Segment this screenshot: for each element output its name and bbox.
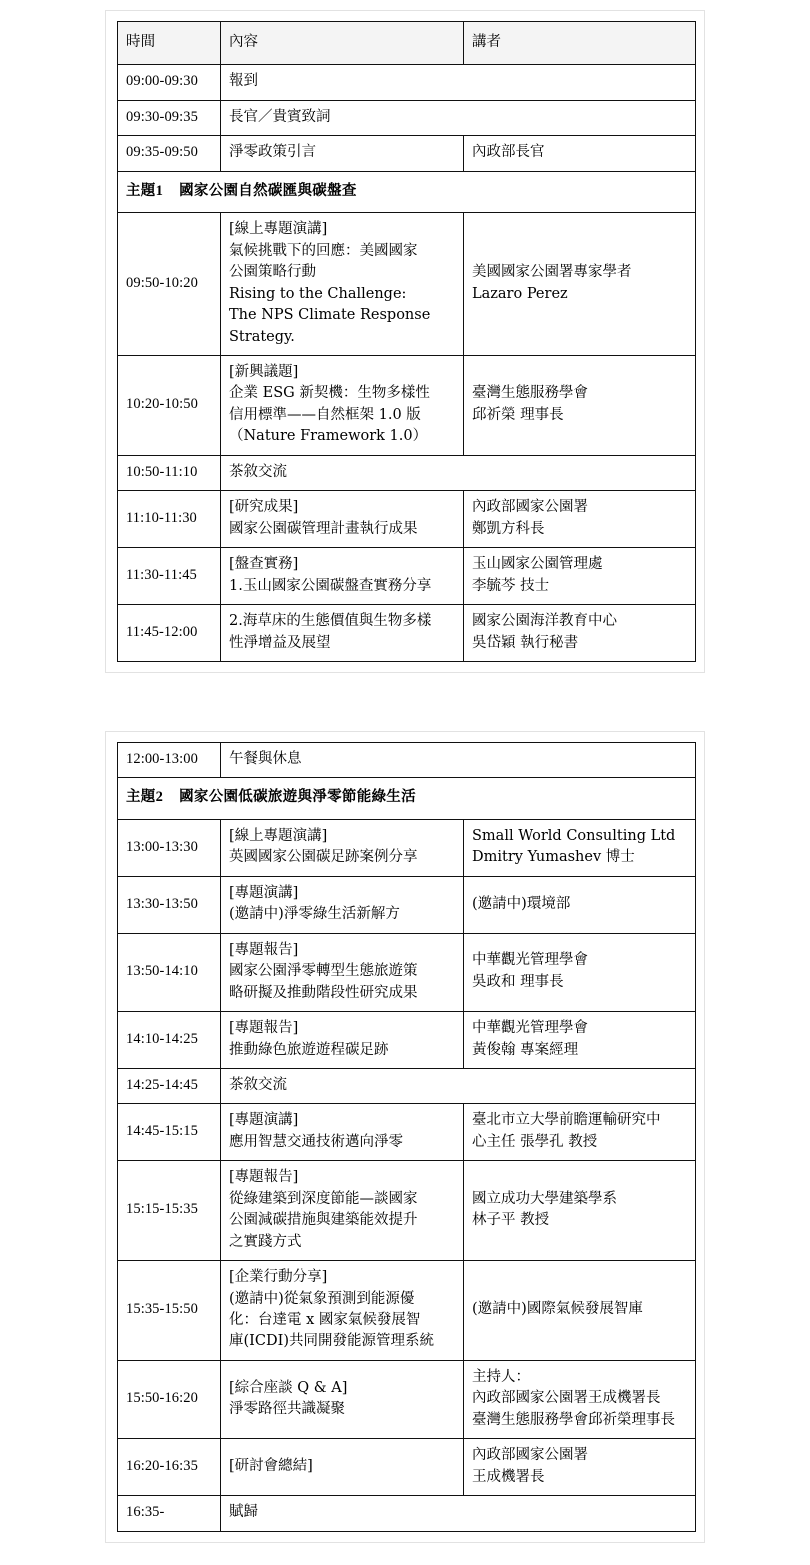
- agenda-time: 13:50-14:10: [118, 933, 221, 1011]
- cell-line: 淨零路徑共識凝聚: [229, 1401, 345, 1418]
- agenda-row: [118, 65, 696, 100]
- section-header-cell: [118, 778, 696, 819]
- agenda-content: [221, 876, 464, 933]
- cell-line: 臺北市立大學前瞻運輸研究中: [472, 1112, 661, 1129]
- agenda-content: [221, 1161, 464, 1261]
- cell-line: 信用標準——自然框架 1.0 版: [229, 406, 421, 423]
- cell-line: Small World Consulting Ltd: [472, 827, 676, 844]
- column-header-content: 內容: [221, 22, 464, 65]
- cell-line: 臺灣生態服務學會: [472, 385, 588, 402]
- cell-line: 茶敘交流: [229, 463, 287, 480]
- cell-line: [專題報告]: [229, 1020, 299, 1037]
- agenda-time: 11:45-12:00: [118, 605, 221, 662]
- agenda-content: [221, 1104, 464, 1161]
- agenda-table-page-2: [117, 742, 696, 1532]
- cell-line: 玉山國家公園管理處: [472, 556, 603, 573]
- cell-line: (邀請中)從氣象預測到能源優: [229, 1290, 415, 1307]
- agenda-speaker: [464, 213, 696, 356]
- agenda-speaker: [464, 933, 696, 1011]
- agenda-row: [118, 1496, 696, 1531]
- section-number: 主題1: [126, 182, 164, 199]
- agenda-row: [118, 819, 696, 876]
- agenda-time: 09:00-09:30: [118, 65, 221, 100]
- agenda-content: [221, 933, 464, 1011]
- cell-line: [新興議題]: [229, 363, 299, 380]
- agenda-speaker: [464, 548, 696, 605]
- section-title: 國家公園自然碳匯與碳盤查: [179, 182, 357, 199]
- agenda-row: [118, 933, 696, 1011]
- agenda-time: 13:30-13:50: [118, 876, 221, 933]
- cell-line: 應用智慧交通技術邁向淨零: [229, 1133, 403, 1150]
- section-number: 主題2: [126, 789, 164, 806]
- cell-line: [線上專題演講]: [229, 827, 328, 844]
- agenda-content: [221, 491, 464, 548]
- cell-line: 主持人：: [472, 1368, 530, 1385]
- section-title: 國家公園低碳旅遊與淨零節能綠生活: [179, 789, 416, 806]
- agenda-time: 15:15-15:35: [118, 1161, 221, 1261]
- agenda-content: [221, 1068, 696, 1103]
- agenda-content: [221, 100, 696, 135]
- cell-line: Lazaro Perez: [472, 285, 568, 302]
- agenda-content: [221, 605, 464, 662]
- agenda-time: 09:30-09:35: [118, 100, 221, 135]
- table-header-row: [118, 22, 696, 65]
- cell-line: （Nature Framework 1.0）: [229, 428, 428, 445]
- cell-line: [研討會總結]: [229, 1458, 313, 1475]
- agenda-time: 09:35-09:50: [118, 136, 221, 171]
- cell-line: 中華觀光管理學會: [472, 952, 588, 969]
- section-header-row: [118, 171, 696, 212]
- agenda-content: [221, 819, 464, 876]
- cell-line: 內政部國家公園署王成機署長: [472, 1390, 661, 1407]
- cell-line: [專題報告]: [229, 941, 299, 958]
- cell-line: 內政部國家公園署: [472, 1447, 588, 1464]
- cell-line: 英國國家公園碳足跡案例分享: [229, 849, 418, 866]
- agenda-speaker: [464, 1161, 696, 1261]
- agenda-content: [221, 1012, 464, 1069]
- agenda-speaker: [464, 1012, 696, 1069]
- agenda-row: [118, 1068, 696, 1103]
- agenda-content: [221, 213, 464, 356]
- agenda-time: 10:20-10:50: [118, 355, 221, 455]
- cell-line: 2.海草床的生態價值與生物多樣: [229, 613, 432, 630]
- agenda-content: [221, 136, 464, 171]
- cell-line: 性淨增益及展望: [229, 634, 331, 651]
- agenda-row: [118, 548, 696, 605]
- cell-line: 吳岱穎 執行秘書: [472, 634, 579, 651]
- cell-line: [綜合座談 Q & A]: [229, 1379, 348, 1396]
- agenda-row: [118, 1104, 696, 1161]
- agenda-content: [221, 548, 464, 605]
- cell-line: 賦歸: [229, 1504, 258, 1521]
- agenda-time: 10:50-11:10: [118, 455, 221, 490]
- cell-line: 長官／貴賓致詞: [229, 108, 331, 125]
- cell-line: (邀請中)國際氣候發展智庫: [472, 1301, 643, 1318]
- agenda-content: [221, 1439, 464, 1496]
- cell-line: [企業行動分享]: [229, 1269, 328, 1286]
- agenda-time: 11:10-11:30: [118, 491, 221, 548]
- cell-line: (邀請中)淨零綠生活新解方: [229, 906, 400, 923]
- agenda-body-page-2: [118, 742, 696, 1531]
- cell-line: 黃俊翰 專案經理: [472, 1041, 579, 1058]
- agenda-time: 16:35-: [118, 1496, 221, 1531]
- cell-line: 心主任 張學孔 教授: [472, 1133, 598, 1150]
- cell-line: 午餐與休息: [229, 750, 302, 767]
- agenda-speaker: [464, 1360, 696, 1438]
- document-page-2: [105, 731, 705, 1543]
- column-header-speaker: 講者: [464, 22, 696, 65]
- cell-line: 國家公園淨零轉型生態旅遊策: [229, 963, 418, 980]
- cell-line: [研究成果]: [229, 499, 299, 516]
- cell-line: 美國國家公園署專家學者: [472, 264, 632, 281]
- agenda-time: 12:00-13:00: [118, 742, 221, 777]
- cell-line: 李毓芩 技士: [472, 577, 550, 594]
- cell-line: 吳政和 理事長: [472, 973, 564, 990]
- cell-line: [盤查實務]: [229, 556, 299, 573]
- agenda-row: [118, 1261, 696, 1361]
- cell-line: 公園減碳措施與建築能效提升: [229, 1212, 418, 1229]
- cell-line: 中華觀光管理學會: [472, 1020, 588, 1037]
- cell-line: 林子平 教授: [472, 1212, 550, 1229]
- agenda-time: 13:00-13:30: [118, 819, 221, 876]
- agenda-speaker: [464, 1104, 696, 1161]
- agenda-content: [221, 1496, 696, 1531]
- agenda-row: [118, 1161, 696, 1261]
- cell-line: 內政部長官: [472, 144, 545, 161]
- agenda-content: [221, 1261, 464, 1361]
- cell-line: 臺灣生態服務學會邱祈榮理事長: [472, 1411, 675, 1428]
- agenda-speaker: [464, 491, 696, 548]
- cell-line: The NPS Climate Response: [229, 307, 431, 324]
- agenda-body-page-1: [118, 22, 696, 662]
- cell-line: Strategy.: [229, 328, 295, 345]
- cell-line: [線上專題演講]: [229, 221, 328, 238]
- cell-line: 1.玉山國家公園碳盤查實務分享: [229, 577, 432, 594]
- cell-line: 報到: [229, 73, 258, 90]
- agenda-time: 14:10-14:25: [118, 1012, 221, 1069]
- agenda-content: [221, 742, 696, 777]
- agenda-row: [118, 100, 696, 135]
- cell-line: 庫(ICDI)共同開發能源管理系統: [229, 1333, 434, 1350]
- agenda-row: [118, 491, 696, 548]
- agenda-time: 11:30-11:45: [118, 548, 221, 605]
- cell-line: 邱祈榮 理事長: [472, 406, 564, 423]
- agenda-time: 14:45-15:15: [118, 1104, 221, 1161]
- cell-line: 國立成功大學建築學系: [472, 1190, 617, 1207]
- agenda-speaker: [464, 605, 696, 662]
- agenda-speaker: [464, 355, 696, 455]
- agenda-speaker: [464, 136, 696, 171]
- cell-line: 從綠建築到深度節能—談國家: [229, 1190, 418, 1207]
- cell-line: 推動綠色旅遊遊程碳足跡: [229, 1041, 389, 1058]
- agenda-content: [221, 455, 696, 490]
- document-page-1: [105, 10, 705, 673]
- agenda-row: [118, 355, 696, 455]
- cell-line: 內政部國家公園署: [472, 499, 588, 516]
- cell-line: (邀請中)環境部: [472, 895, 571, 912]
- agenda-content: [221, 1360, 464, 1438]
- agenda-row: [118, 213, 696, 356]
- section-header-cell: [118, 171, 696, 212]
- cell-line: 企業 ESG 新契機：生物多樣性: [229, 385, 430, 402]
- cell-line: 茶敘交流: [229, 1076, 287, 1093]
- agenda-speaker: [464, 1439, 696, 1496]
- agenda-row: [118, 876, 696, 933]
- agenda-time: 16:20-16:35: [118, 1439, 221, 1496]
- cell-line: [專題演講]: [229, 1112, 299, 1129]
- agenda-row: [118, 455, 696, 490]
- agenda-content: [221, 65, 696, 100]
- cell-line: 化：台達電 x 國家氣候發展智: [229, 1312, 421, 1329]
- agenda-row: [118, 1439, 696, 1496]
- agenda-row: [118, 1012, 696, 1069]
- agenda-time: 09:50-10:20: [118, 213, 221, 356]
- cell-line: 略研擬及推動階段性研究成果: [229, 984, 418, 1001]
- cell-line: 氣候挑戰下的回應：美國國家: [229, 242, 418, 259]
- agenda-row: [118, 1360, 696, 1438]
- agenda-time: 14:25-14:45: [118, 1068, 221, 1103]
- agenda-row: [118, 136, 696, 171]
- agenda-content: [221, 355, 464, 455]
- column-header-time: 時間: [118, 22, 221, 65]
- section-header-row: [118, 778, 696, 819]
- agenda-speaker: [464, 1261, 696, 1361]
- cell-line: 鄭凱方科長: [472, 520, 545, 537]
- cell-line: 淨零政策引言: [229, 144, 316, 161]
- cell-line: 之實踐方式: [229, 1233, 302, 1250]
- cell-line: [專題報告]: [229, 1169, 299, 1186]
- agenda-table-page-1: [117, 21, 696, 662]
- cell-line: 國家公園碳管理計畫執行成果: [229, 520, 418, 537]
- agenda-time: 15:50-16:20: [118, 1360, 221, 1438]
- cell-line: 國家公園海洋教育中心: [472, 613, 617, 630]
- cell-line: 王成機署長: [472, 1468, 545, 1485]
- agenda-speaker: [464, 819, 696, 876]
- cell-line: [專題演講]: [229, 884, 299, 901]
- cell-line: Rising to the Challenge:: [229, 285, 407, 302]
- cell-line: 公園策略行動: [229, 264, 316, 281]
- agenda-time: 15:35-15:50: [118, 1261, 221, 1361]
- agenda-row: [118, 605, 696, 662]
- cell-line: Dmitry Yumashev 博士: [472, 849, 635, 866]
- agenda-speaker: [464, 876, 696, 933]
- agenda-row: [118, 742, 696, 777]
